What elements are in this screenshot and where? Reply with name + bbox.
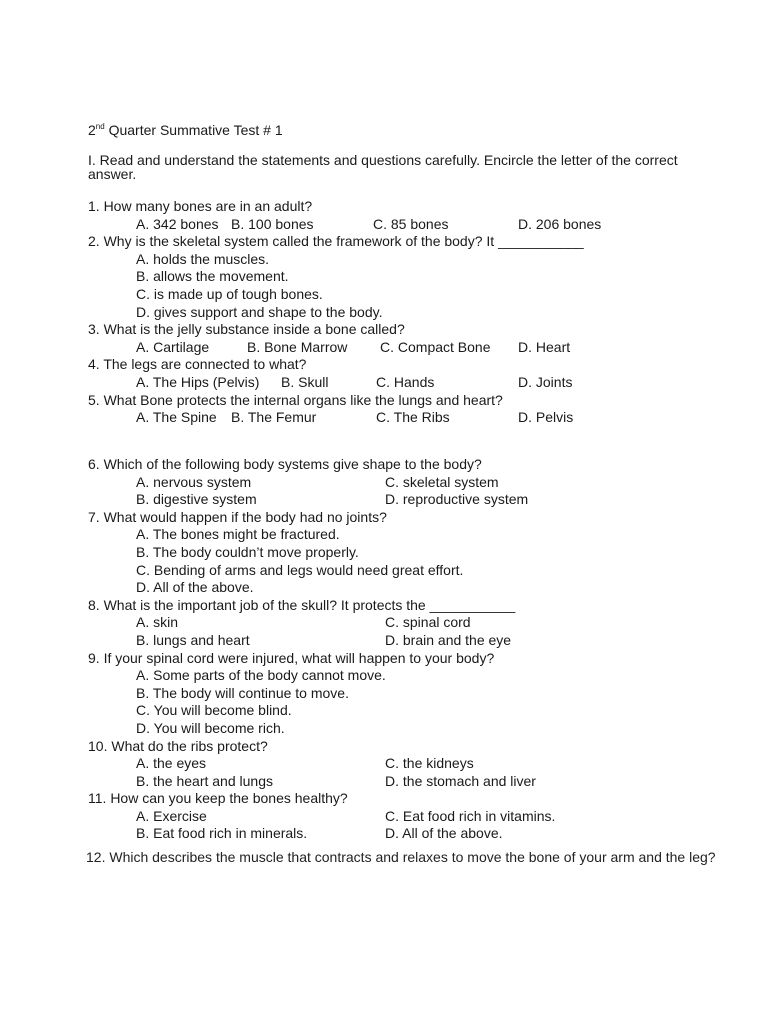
question-text: 3. What is the jelly substance inside a bone called? xyxy=(88,321,405,338)
option-row xyxy=(88,251,728,269)
question-8 xyxy=(88,597,728,615)
options-row xyxy=(88,808,728,826)
question-9 xyxy=(88,650,728,668)
title-text: Quarter Summative Test # 1 xyxy=(104,122,283,138)
question-5 xyxy=(88,392,728,410)
option-c[interactable]: C. Bending of arms and legs would need great effort. xyxy=(136,561,464,578)
option-row xyxy=(88,544,728,562)
option-a[interactable]: A. skin xyxy=(136,614,179,631)
options-row xyxy=(88,755,728,773)
option-row xyxy=(88,268,728,286)
title-number: 2 xyxy=(88,122,96,138)
option-d[interactable]: D. Heart xyxy=(518,338,571,355)
question-7 xyxy=(88,509,728,527)
option-b[interactable]: B. Bone Marrow xyxy=(247,338,348,355)
option-a[interactable]: A. Some parts of the body cannot move. xyxy=(136,667,386,684)
option-row xyxy=(88,579,728,597)
question-text: 2. Why is the skeletal system called the framework of the body? It ___________ xyxy=(88,233,584,250)
option-c[interactable]: C. is made up of tough bones. xyxy=(136,285,323,302)
option-b[interactable]: B. lungs and heart xyxy=(136,631,250,648)
option-c[interactable]: C. Hands xyxy=(376,373,435,390)
question-text: 10. What do the ribs protect? xyxy=(88,737,268,754)
option-row xyxy=(88,286,728,304)
option-a[interactable]: A. The bones might be fractured. xyxy=(136,526,340,543)
question-3 xyxy=(88,321,728,339)
option-a[interactable]: A. nervous system xyxy=(136,473,252,490)
option-b[interactable]: B. Skull xyxy=(281,373,329,390)
option-row xyxy=(88,702,728,720)
question-10 xyxy=(88,738,728,756)
options-row xyxy=(88,773,728,791)
option-a[interactable]: A. The Spine xyxy=(136,409,217,426)
option-b[interactable]: B. digestive system xyxy=(136,491,257,508)
option-row xyxy=(88,526,728,544)
option-c[interactable]: C. Eat food rich in vitamins. xyxy=(385,807,556,824)
instructions: I. Read and understand the statements and questions carefully. Encircle the letter of the correct answer. xyxy=(88,152,678,182)
question-text: 9. If your spinal cord were injured, what will happen to your body? xyxy=(88,649,495,666)
option-b[interactable]: B. the heart and lungs xyxy=(136,772,273,789)
options-row xyxy=(88,409,728,427)
option-d[interactable]: D. You will become rich. xyxy=(136,719,285,736)
option-c[interactable]: C. the kidneys xyxy=(385,755,474,772)
option-c[interactable]: C. The Ribs xyxy=(376,409,450,426)
option-b[interactable]: B. 100 bones xyxy=(231,215,314,232)
option-d[interactable]: D. gives support and shape to the body. xyxy=(136,303,383,320)
question-text: 6. Which of the following body systems give shape to the body? xyxy=(88,456,482,472)
option-a[interactable]: A. The Hips (Pelvis) xyxy=(136,373,260,390)
option-b[interactable]: B. Eat food rich in minerals. xyxy=(136,825,308,842)
options-row xyxy=(88,474,728,492)
question-text: 11. How can you keep the bones healthy? xyxy=(88,790,348,807)
option-b[interactable]: B. The Femur xyxy=(231,409,317,426)
option-row xyxy=(88,304,728,322)
questions-6-11 xyxy=(88,456,728,843)
option-d[interactable]: D. Joints xyxy=(518,373,573,390)
options-row xyxy=(88,491,728,509)
question-text: 5. What Bone protects the internal organs like the lungs and heart? xyxy=(88,391,503,408)
options-row xyxy=(88,632,728,650)
option-c[interactable]: C. skeletal system xyxy=(385,473,499,490)
option-b[interactable]: B. The body will continue to move. xyxy=(136,684,349,701)
question-6 xyxy=(88,456,728,474)
option-d[interactable]: D. the stomach and liver xyxy=(385,772,536,789)
option-a[interactable]: A. Exercise xyxy=(136,807,207,824)
option-c[interactable]: C. Compact Bone xyxy=(380,338,491,355)
options-row xyxy=(88,216,728,234)
question-text: 1. How many bones are in an adult? xyxy=(88,198,313,214)
option-row xyxy=(88,667,728,685)
option-b[interactable]: B. allows the movement. xyxy=(136,268,289,285)
options-row xyxy=(88,339,728,357)
page-title xyxy=(88,122,283,140)
option-d[interactable]: D. brain and the eye xyxy=(385,631,512,648)
options-row xyxy=(88,614,728,632)
option-d[interactable]: D. All of the above. xyxy=(385,825,503,842)
question-12-partial-text: 12. Which describes the muscle that contracts and relaxes to move the bone of your arm and the leg? xyxy=(86,849,716,865)
option-row xyxy=(88,685,728,703)
option-row xyxy=(88,720,728,738)
option-a[interactable]: A. 342 bones xyxy=(136,215,219,232)
option-row xyxy=(88,562,728,580)
question-text: 8. What is the important job of the skull? It protects the ___________ xyxy=(88,596,516,613)
option-c[interactable]: C. spinal cord xyxy=(385,614,471,631)
question-4 xyxy=(88,356,728,374)
questions-1-5 xyxy=(88,198,728,427)
options-row xyxy=(88,374,728,392)
option-b[interactable]: B. The body couldn’t move properly. xyxy=(136,543,359,560)
option-d[interactable]: D. reproductive system xyxy=(385,491,529,508)
option-a[interactable]: A. holds the muscles. xyxy=(136,250,270,267)
option-d[interactable]: D. Pelvis xyxy=(518,409,574,426)
question-text: 7. What would happen if the body had no joints? xyxy=(88,508,387,525)
option-c[interactable]: C. 85 bones xyxy=(373,215,449,232)
title-ordinal: nd xyxy=(95,122,105,131)
question-12-cutoff xyxy=(86,849,716,865)
option-c[interactable]: C. You will become blind. xyxy=(136,702,292,719)
option-d[interactable]: D. 206 bones xyxy=(518,215,602,232)
options-row xyxy=(88,825,728,843)
question-2 xyxy=(88,233,728,251)
question-1 xyxy=(88,198,728,216)
option-a[interactable]: A. Cartilage xyxy=(136,338,210,355)
question-text: 4. The legs are connected to what? xyxy=(88,356,307,373)
option-a[interactable]: A. the eyes xyxy=(136,755,207,772)
question-11 xyxy=(88,790,728,808)
option-d[interactable]: D. All of the above. xyxy=(136,579,254,596)
